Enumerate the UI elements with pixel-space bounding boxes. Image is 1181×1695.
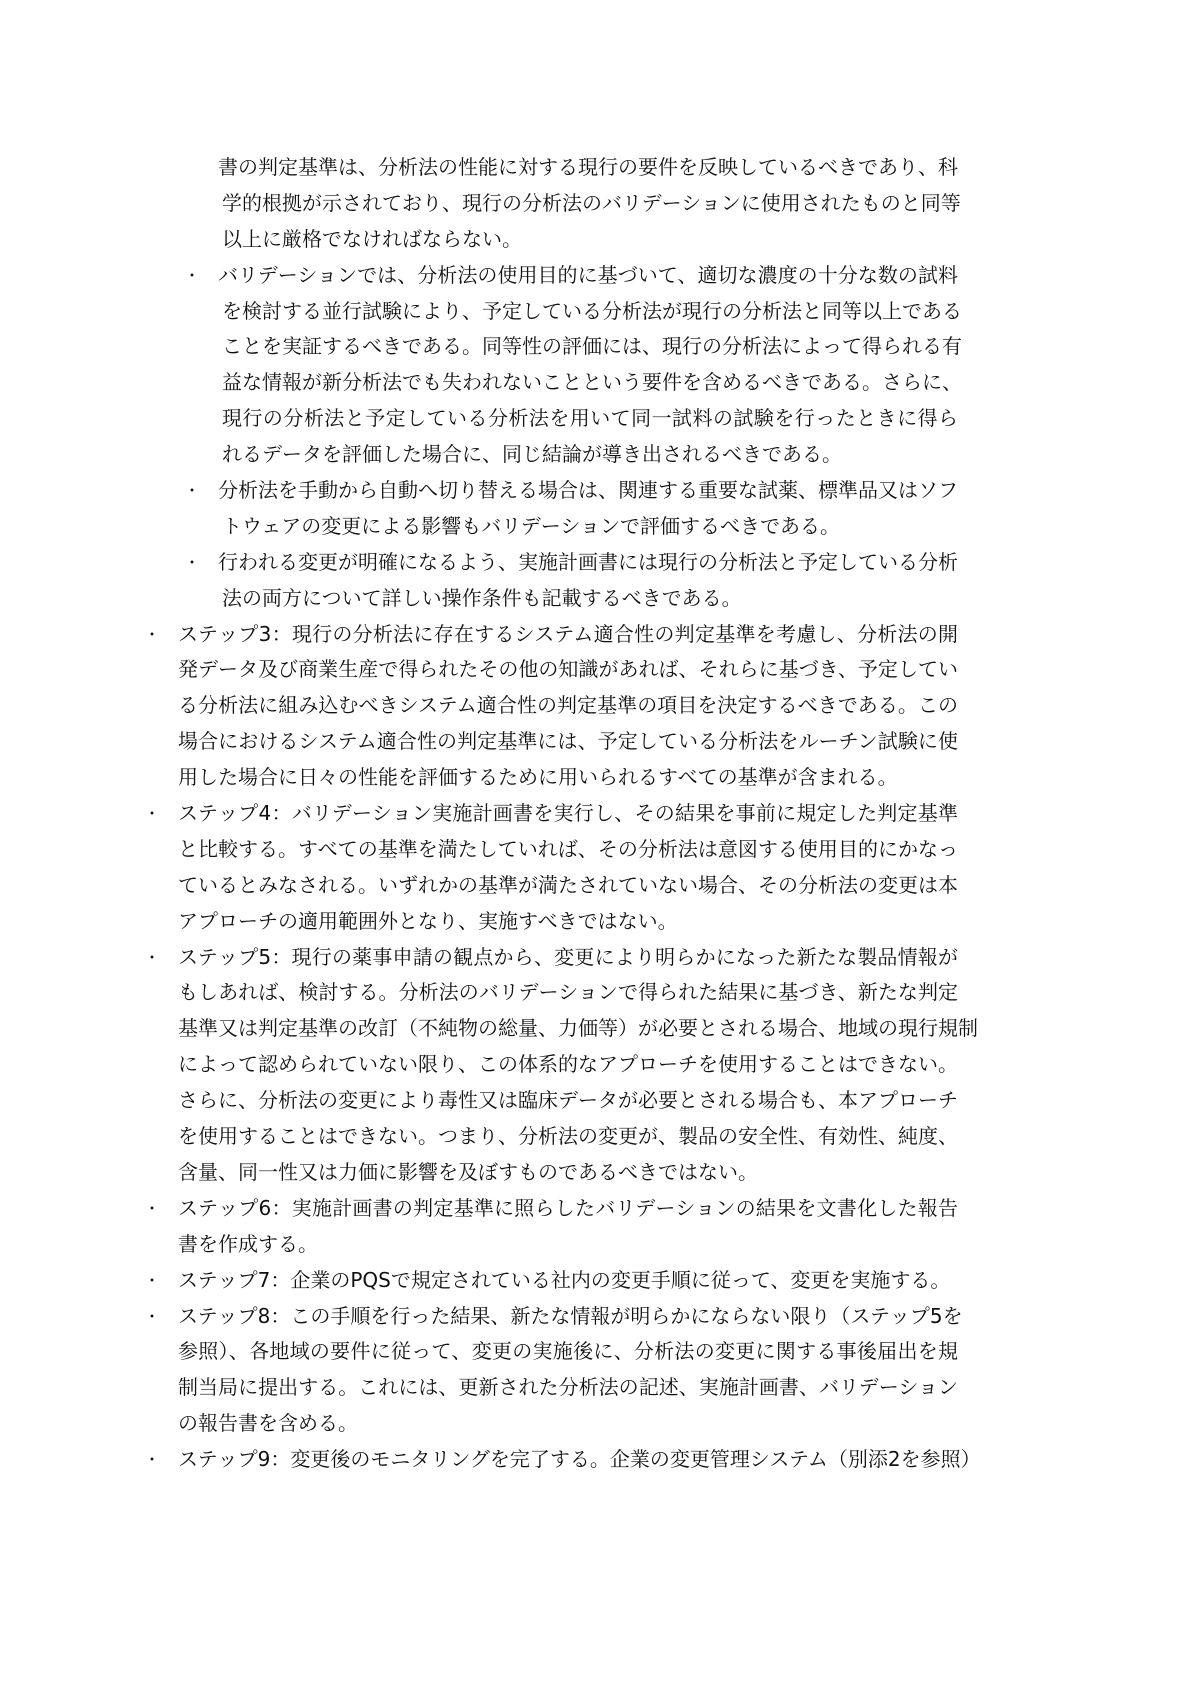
- bullet-icon: ・: [144, 624, 161, 644]
- text-line: トウェアの変更による影響もバリデーションで評価するべきである。: [222, 513, 840, 538]
- text-line: る分析法に組み込むべきシステム適合性の判定基準の項目を決定するべきである。この: [178, 693, 958, 718]
- sub-list-item: [0, 150, 1181, 258]
- bullet-icon: ・: [144, 1450, 161, 1470]
- text-line: と比較する。すべての基準を満たしていれば、その分析法は意図する使用目的にかなっ: [178, 836, 958, 861]
- text-line: もしあれば、検討する。分析法のバリデーションで得られた結果に基づき、新たな判定: [178, 980, 958, 1005]
- sub-list-item: [0, 473, 1181, 545]
- step-list-item: [0, 1191, 1181, 1263]
- text-line: 益な情報が新分析法でも失われないことという要件を含めるべきである。さらに、: [222, 370, 962, 395]
- text-line: ステップ9：変更後のモニタリングを完了する。企業の変更管理システム（別添2を参照）: [178, 1447, 981, 1472]
- bullet-icon: ・: [184, 265, 201, 285]
- text-line: バリデーションでは、分析法の使用目的に基づいて、適切な濃度の十分な数の試料: [218, 262, 958, 287]
- text-line: を使用することはできない。つまり、分析法の変更が、製品の安全性、有効性、純度、: [178, 1124, 958, 1149]
- text-line: 法の両方について詳しい操作条件も記載するべきである。: [222, 585, 742, 610]
- text-line: ステップ8：この手順を行った結果、新たな情報が明らかにならない限り（ステップ5を: [178, 1303, 963, 1328]
- bullet-icon: ・: [144, 1198, 161, 1218]
- text-line: ステップ7：企業のPQSで規定されている社内の変更手順に従って、変更を実施する。: [178, 1267, 951, 1292]
- step-list-item: [0, 1442, 1181, 1478]
- bullet-icon: ・: [184, 552, 201, 572]
- text-line: 制当局に提出する。これには、更新された分析法の記述、実施計画書、バリデーション: [178, 1375, 958, 1400]
- text-line: 学的根拠が示されており、現行の分析法のバリデーションに使用されたものと同等: [222, 190, 961, 215]
- text-line: 場合におけるシステム適合性の判定基準には、予定している分析法をルーチン試験に使: [178, 729, 958, 754]
- step-list-item: [0, 617, 1181, 796]
- text-line: れるデータを評価した場合に、同じ結論が導き出されるべきである。: [222, 442, 842, 467]
- text-line: 書の判定基準は、分析法の性能に対する現行の要件を反映しているべきであり、科: [218, 155, 958, 179]
- text-line: ているとみなされる。いずれかの基準が満たされていない場合、その分析法の変更は本: [178, 872, 958, 897]
- bullet-icon: ・: [144, 947, 161, 967]
- text-line: ステップ5：現行の薬事申請の観点から、変更により明らかになった新たな製品情報が: [178, 944, 958, 969]
- text-line: 基準又は判定基準の改訂（不純物の総量、力価等）が必要とされる場合、地域の現行規制: [178, 1016, 978, 1041]
- text-line: 行われる変更が明確になるよう、実施計画書には現行の分析法と予定している分析: [218, 549, 958, 574]
- text-line: 含量、同一性又は力価に影響を及ぼすものであるべきではない。: [178, 1159, 758, 1184]
- text-line: 用した場合に日々の性能を評価するために用いられるすべての基準が含まれる。: [178, 765, 898, 790]
- text-line: 発データ及び商業生産で得られたその他の知識があれば、それらに基づき、予定してい: [178, 657, 958, 682]
- bullet-icon: ・: [184, 481, 201, 501]
- step-list-item: [0, 1263, 1181, 1299]
- text-line: 現行の分析法と予定している分析法を用いて同一試料の試験を行ったときに得ら: [222, 406, 958, 431]
- text-line: の報告書を含める。: [178, 1411, 358, 1436]
- text-line: ステップ3：現行の分析法に存在するシステム適合性の判定基準を考慮し、分析法の開: [178, 621, 958, 646]
- text-line: 分析法を手動から自動へ切り替える場合は、関連する重要な試薬、標準品又はソフ: [218, 478, 958, 503]
- sub-list-item: [0, 258, 1181, 473]
- text-line: ステップ6：実施計画書の判定基準に照らしたバリデーションの結果を文書化した報告: [178, 1195, 958, 1220]
- step-list-item: [0, 796, 1181, 940]
- text-line: によって認められていない限り、この体系的なアプローチを使用することはできない。: [178, 1052, 958, 1077]
- text-line: 参照）、各地域の要件に従って、変更の実施後に、分析法の変更に関する事後届出を規: [178, 1339, 958, 1364]
- document-body: [0, 150, 1181, 1478]
- text-line: 以上に厳格でなければならない。: [222, 226, 522, 251]
- step-list-item: [0, 940, 1181, 1191]
- text-line: ステップ4：バリデーション実施計画書を実行し、その結果を事前に規定した判定基準: [178, 801, 958, 826]
- bullet-icon: ・: [144, 1306, 161, 1326]
- text-line: 書を作成する。: [178, 1231, 318, 1256]
- text-line: を検討する並行試験により、予定している分析法が現行の分析法と同等以上である: [222, 298, 962, 323]
- step-list-item: [0, 1299, 1181, 1443]
- bullet-icon: ・: [144, 804, 161, 824]
- sub-list-item: [0, 545, 1181, 617]
- text-line: アプローチの適用範囲外となり、実施すべきではない。: [178, 908, 678, 933]
- bullet-icon: ・: [144, 1270, 161, 1290]
- text-line: さらに、分析法の変更により毒性又は臨床データが必要とされる場合も、本アプローチ: [178, 1088, 958, 1113]
- text-line: ことを実証するべきである。同等性の評価には、現行の分析法によって得られる有: [222, 334, 962, 359]
